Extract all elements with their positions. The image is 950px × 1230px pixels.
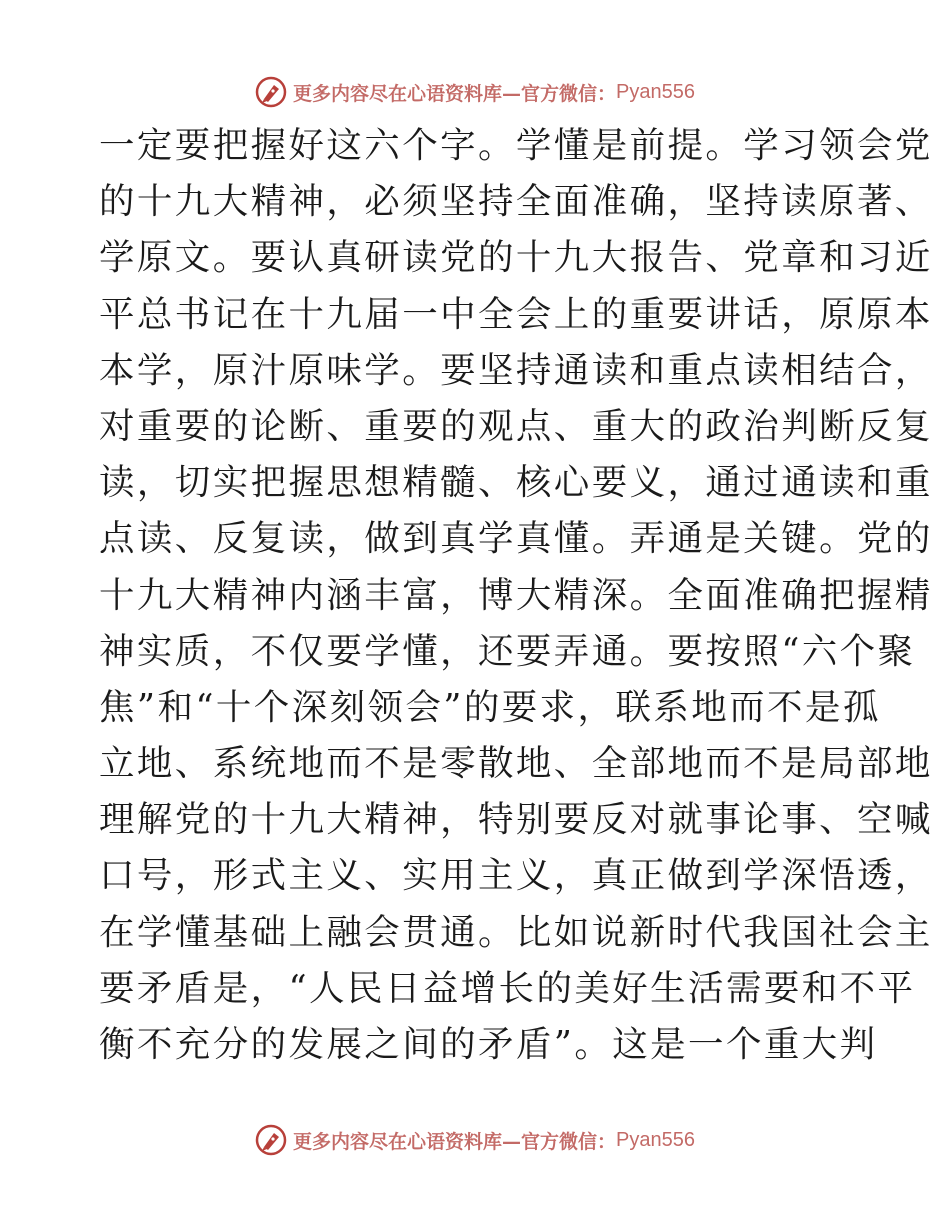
- text-line: 立地、系统地而不是零散地、全部地而不是局部地: [99, 743, 933, 785]
- text-line: 要矛盾是，“人民日益增长的美好生活需要和不平: [99, 967, 916, 1009]
- text-line: 点读、反复读，做到真学真懂。弄通是关键。党的: [99, 518, 933, 560]
- text-line: 一定要把握好这六个字。学懂是前提。学习领会党: [99, 125, 933, 166]
- text-line: 本学，原汁原味学。要坚持通读和重点读相结合，: [99, 349, 933, 391]
- text-line: 口号，形式主义、实用主义，真正做到学深悟透，: [99, 855, 933, 897]
- text-line: 衡不充分的发展之间的矛盾”。这是一个重大判: [99, 1024, 878, 1065]
- text-line: 的十九大精神，必须坚持全面准确，坚持读原著、: [99, 181, 933, 223]
- header-banner: [0, 72, 950, 112]
- footer-text: 更多内容尽在心语资料库—官方微信：: [293, 1130, 617, 1153]
- header-wechat-id: Pyan556: [616, 80, 695, 103]
- pen-nib-logo-icon: [255, 76, 287, 108]
- text-line: 平总书记在十九届一中全会上的重要讲话，原原本: [99, 293, 933, 335]
- text-line: 理解党的十九大精神，特别要反对就事论事、空喊: [99, 799, 933, 841]
- text-line: 对重要的论断、重要的观点、重大的政治判断反复: [99, 405, 933, 447]
- document-body: [99, 118, 933, 1073]
- footer-banner: [0, 1120, 950, 1160]
- text-line: 学原文。要认真研读党的十九大报告、党章和习近: [99, 237, 933, 279]
- pen-nib-logo-icon: [255, 1124, 287, 1156]
- text-line: 读，切实把握思想精髓、核心要义，通过通读和重: [99, 462, 933, 504]
- text-line: 在学懂基础上融会贯通。比如说新时代我国社会主: [99, 911, 933, 953]
- text-line: 十九大精神内涵丰富，博大精深。全面准确把握精: [99, 574, 933, 616]
- header-text: 更多内容尽在心语资料库—官方微信：: [293, 82, 617, 105]
- text-line: 神实质，不仅要学懂，还要弄通。要按照“六个聚: [99, 630, 916, 672]
- footer-wechat-id: Pyan556: [616, 1128, 695, 1151]
- text-line: 焦”和“十个深刻领会”的要求，联系地而不是孤: [99, 686, 881, 728]
